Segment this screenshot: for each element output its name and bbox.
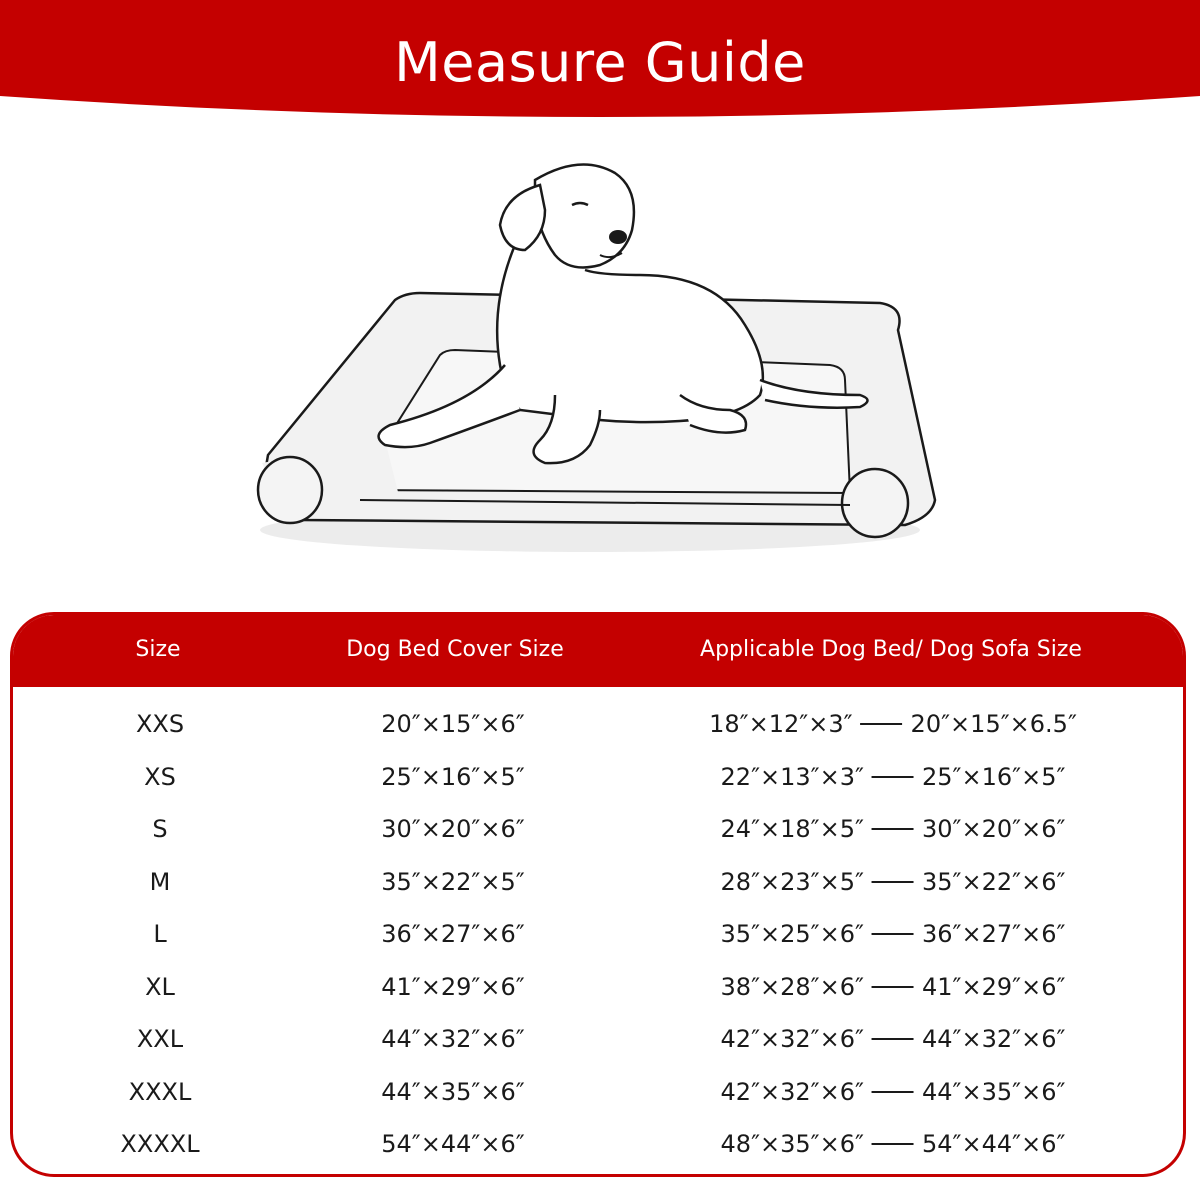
applicable-range: [721, 919, 1066, 949]
header-banner: [0, 0, 1200, 125]
table-row: [13, 1024, 1183, 1077]
table-row: [13, 867, 1183, 920]
applicable-range: [721, 972, 1066, 1002]
range-dash: [872, 881, 914, 883]
header-applicable-size: Applicable Dog Bed/ Dog Sofa Size: [700, 637, 1082, 662]
range-from: 38″×28″×6″: [720, 972, 864, 1001]
range-from: 24″×18″×5″: [720, 815, 864, 843]
range-dash: [872, 1091, 914, 1093]
range-from: 28″×23″×5″: [720, 867, 864, 896]
range-dash: [872, 986, 914, 988]
applicable-range: [721, 867, 1066, 897]
range-dash: [872, 1038, 914, 1040]
dog-on-bed-image: [0, 125, 1200, 585]
size-label: XL: [145, 972, 175, 1001]
size-label: XS: [144, 762, 176, 791]
applicable-range: [721, 1129, 1066, 1159]
cover-size: 25″×16″×5″: [381, 762, 525, 791]
applicable-range: [721, 1024, 1066, 1054]
table-row: [13, 709, 1183, 762]
header-size: Size: [135, 637, 181, 662]
range-dash: [872, 828, 914, 830]
applicable-range: [709, 709, 1077, 739]
table-row: [13, 814, 1183, 867]
range-dash: [861, 723, 903, 725]
cover-size: 44″×35″×6″: [381, 1077, 525, 1106]
size-label: M: [149, 867, 171, 896]
range-from: 22″×13″×3″: [720, 762, 864, 791]
applicable-range: [721, 1077, 1066, 1107]
cover-size: 36″×27″×6″: [381, 920, 525, 948]
range-to: 30″×20″×6″: [922, 815, 1066, 843]
range-to: 36″×27″×6″: [922, 920, 1066, 948]
range-to: 35″×22″×6″: [922, 867, 1066, 896]
range-dash: [872, 776, 914, 778]
size-table: [10, 612, 1186, 1177]
table-header: [13, 615, 1183, 687]
dog-bed-illustration: [0, 125, 1200, 585]
range-to: 54″×44″×6″: [922, 1130, 1066, 1158]
range-from: 18″×12″×3″: [709, 710, 853, 738]
range-from: 48″×35″×6″: [720, 1130, 864, 1158]
range-to: 44″×35″×6″: [922, 1077, 1066, 1106]
range-from: 42″×32″×6″: [720, 1025, 864, 1053]
header-cover-size: Dog Bed Cover Size: [346, 637, 564, 662]
page-title: Measure Guide: [394, 31, 806, 94]
cover-size: 35″×22″×5″: [381, 867, 525, 896]
size-label: XXS: [135, 710, 185, 738]
range-to: 41″×29″×6″: [922, 972, 1066, 1001]
table-row: [13, 1129, 1183, 1177]
table-row: [13, 919, 1183, 972]
size-label: L: [153, 920, 167, 948]
range-dash: [872, 933, 914, 935]
cover-size: 41″×29″×6″: [381, 972, 525, 1001]
table-row: [13, 762, 1183, 815]
range-from: 35″×25″×6″: [720, 920, 864, 948]
cover-size: 30″×20″×6″: [381, 815, 525, 843]
applicable-range: [721, 814, 1066, 844]
size-label: S: [152, 815, 168, 843]
size-label: XXXXL: [120, 1130, 200, 1158]
range-from: 42″×32″×6″: [720, 1077, 864, 1106]
table-row: [13, 1077, 1183, 1130]
cover-size: 44″×32″×6″: [381, 1025, 525, 1053]
applicable-range: [721, 762, 1066, 792]
size-label: XXL: [136, 1025, 184, 1053]
range-to: 44″×32″×6″: [922, 1025, 1066, 1053]
cover-size: 54″×44″×6″: [381, 1130, 525, 1158]
range-to: 25″×16″×5″: [922, 762, 1066, 791]
table-row: [13, 972, 1183, 1025]
size-label: XXXL: [128, 1077, 192, 1106]
range-dash: [872, 1143, 914, 1145]
table-body: [13, 687, 1183, 1177]
cover-size: 20″×15″×6″: [381, 710, 525, 738]
range-to: 20″×15″×6.5″: [910, 710, 1077, 738]
